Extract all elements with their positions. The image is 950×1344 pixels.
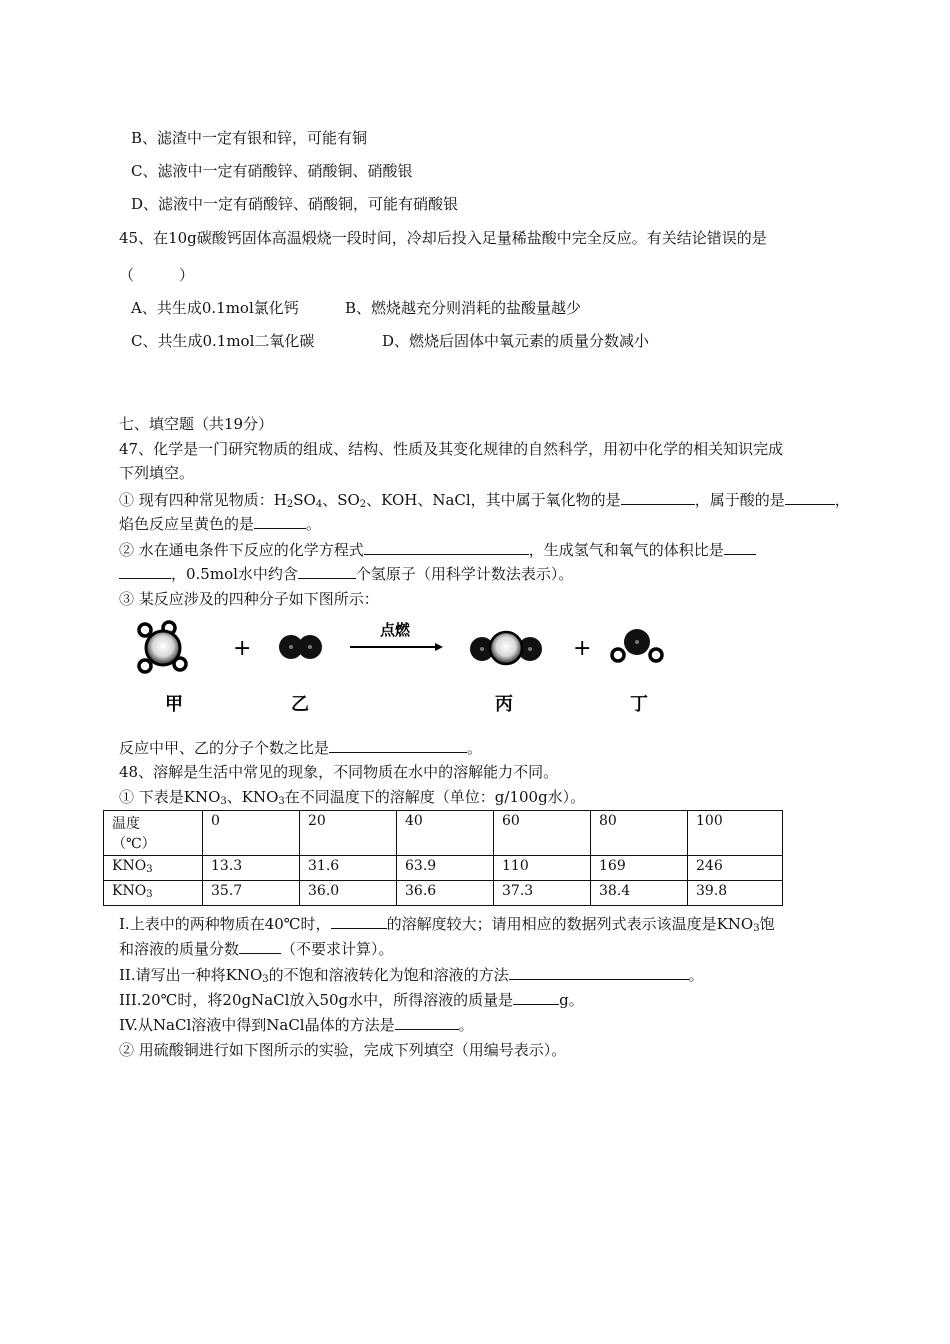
q48-i-line2	[119, 939, 394, 959]
reaction-condition: 点燃	[380, 621, 411, 639]
subscript: 3	[278, 796, 285, 807]
text: 、SO	[322, 491, 360, 509]
q48-i-line1	[119, 914, 775, 939]
table-cell: 100	[688, 811, 783, 856]
q45-option-b: B、燃烧越充分则消耗的盐酸量越少	[345, 299, 582, 317]
text: 。	[458, 1016, 474, 1034]
text: 的溶解度较大；请用相应的数据列式表示该温度是KNO	[386, 915, 754, 933]
answer-blank-atoms[interactable]	[298, 564, 356, 579]
q47-part3: ③ 某反应涉及的四种分子如下图所示：	[119, 590, 379, 608]
table-cell: 36.6	[397, 881, 494, 906]
table-cell: 13.3	[203, 856, 300, 881]
q45-option-a: A、共生成0.1mol氯化钙	[131, 299, 299, 317]
table-cell: 169	[591, 856, 688, 881]
text: KNO	[112, 858, 147, 874]
q45-answer-paren: （ ）	[119, 266, 195, 284]
solubility-table	[103, 810, 783, 906]
q44-option-d: D、滤液中一定有硝酸锌、硝酸铜，可能有硝酸银	[131, 195, 459, 213]
section-heading: 七、填空题（共19分）	[119, 415, 274, 433]
row-label	[104, 856, 203, 881]
table-header-cell	[104, 811, 203, 856]
text: IV.从NaCl溶液中得到NaCl晶体的方法是	[119, 1016, 395, 1034]
answer-blank-fraction[interactable]	[239, 939, 281, 954]
text: （不要求计算）。	[281, 940, 394, 958]
table-cell: 60	[494, 811, 591, 856]
text: 。	[688, 966, 704, 984]
text: 。	[306, 515, 322, 533]
table-cell: 37.3	[494, 881, 591, 906]
label-bing: 丙	[495, 694, 513, 715]
text: 反应中甲、乙的分子个数之比是	[119, 739, 330, 757]
text: II.请写出一种将KNO	[119, 966, 263, 984]
table-row	[104, 811, 783, 856]
plus-sign: +	[233, 636, 252, 661]
subscript: 3	[146, 864, 153, 875]
table-row	[104, 881, 783, 906]
answer-blank-acid[interactable]	[785, 490, 835, 505]
table-cell: 40	[397, 811, 494, 856]
text: 、KOH、NaCl，其中属于氧化物的是	[366, 491, 621, 509]
molecule-ding	[612, 629, 662, 661]
table-cell: 0	[203, 811, 300, 856]
plus-sign: +	[573, 636, 592, 661]
molecule-jia	[139, 622, 186, 672]
answer-blank-ratio-a[interactable]	[724, 540, 756, 555]
answer-blank-crystal[interactable]	[395, 1015, 459, 1030]
label-jia: 甲	[165, 694, 183, 715]
text: 和溶液的质量分数	[119, 940, 240, 958]
q48-part2: ② 用硫酸铜进行如下图所示的实验，完成下列填空（用编号表示）。	[119, 1041, 567, 1059]
q47-part1-line2	[119, 514, 321, 534]
table-cell: 39.8	[688, 881, 783, 906]
text: 。	[467, 739, 483, 757]
text: ① 下表是KNO	[119, 788, 221, 806]
answer-blank-ratio[interactable]	[329, 738, 467, 753]
subscript: 3	[146, 889, 153, 900]
answer-blank-equation[interactable]	[364, 540, 529, 555]
q47-stem-line2: 下列填空。	[119, 464, 195, 482]
q47-part2-line2	[119, 564, 573, 584]
subscript: 3	[753, 923, 760, 934]
text: 、KNO	[226, 788, 279, 806]
text: ，生成氢气和氧气的体积比是	[528, 541, 724, 559]
table-cell: 63.9	[397, 856, 494, 881]
subscript: 3	[262, 974, 269, 985]
text: 饱	[759, 915, 775, 933]
answer-blank-larger[interactable]	[331, 914, 387, 929]
answer-blank-oxide[interactable]	[621, 490, 695, 505]
q47-part2-line1	[119, 540, 756, 560]
row-label	[104, 881, 203, 906]
answer-blank-mass[interactable]	[513, 990, 559, 1005]
q45-option-c: C、共生成0.1mol二氧化碳	[131, 332, 315, 350]
reaction-diagram	[125, 618, 685, 728]
subscript: 2	[359, 499, 367, 510]
text: ，	[834, 491, 850, 509]
text: ① 现有四种常见物质：	[119, 491, 274, 509]
table-cell: 38.4	[591, 881, 688, 906]
q48-iv	[119, 1015, 474, 1035]
table-cell: 246	[688, 856, 783, 881]
subscript: 2	[286, 499, 294, 510]
molecule-yi	[279, 635, 322, 659]
subscript: 3	[220, 796, 227, 807]
q44-option-c: C、滤液中一定有硝酸锌、硝酸铜、硝酸银	[131, 162, 413, 180]
arrow-head	[435, 643, 443, 651]
table-cell: 80	[591, 811, 688, 856]
text: 个氢原子（用科学计数法表示）。	[355, 565, 574, 583]
text: ，0.5mol水中约含	[171, 565, 298, 583]
q48-stem: 48、溶解是生活中常见的现象，不同物质在水中的溶解能力不同。	[119, 763, 559, 781]
answer-blank-flame[interactable]	[254, 514, 306, 529]
text: 在不同温度下的溶解度（单位：g/100g水）。	[284, 788, 586, 806]
label-ding: 丁	[630, 694, 648, 715]
table-cell: 110	[494, 856, 591, 881]
text: KNO	[112, 883, 147, 899]
q48-iii	[119, 990, 584, 1010]
subscript: 4	[315, 499, 323, 510]
text: H	[273, 491, 287, 509]
answer-blank-ratio-b[interactable]	[119, 564, 171, 579]
q48-ii	[119, 965, 704, 990]
text: 的不饱和溶液转化为饱和溶液的方法	[268, 966, 509, 984]
header-label: 温度	[112, 816, 140, 832]
q45-option-d: D、燃烧后固体中氧元素的质量分数减小	[382, 332, 650, 350]
header-unit: （℃）	[112, 836, 156, 852]
q48-part1-intro	[119, 787, 585, 812]
q47-stem-line1: 47、化学是一门研究物质的组成、结构、性质及其变化规律的自然科学，用初中化学的相关知识完成	[119, 440, 784, 458]
label-yi: 乙	[291, 694, 309, 715]
text: I.上表中的两种物质在40℃时，	[119, 915, 331, 933]
text: III.20℃时，将20gNaCl放入50g水中，所得溶液的质量是	[119, 991, 514, 1009]
q47-part3-answer	[119, 738, 482, 758]
table-cell: 20	[300, 811, 397, 856]
molecule-bing	[470, 632, 542, 664]
table-cell: 36.0	[300, 881, 397, 906]
table-cell: 31.6	[300, 856, 397, 881]
answer-blank-method[interactable]	[509, 965, 689, 980]
table-row	[104, 856, 783, 881]
text: ，属于酸的是	[694, 491, 785, 509]
text: 焰色反应呈黄色的是	[119, 515, 255, 533]
q44-option-b: B、滤渣中一定有银和锌，可能有铜	[131, 129, 368, 147]
text: g。	[559, 991, 584, 1009]
table-cell: 35.7	[203, 881, 300, 906]
text: ② 水在通电条件下反应的化学方程式	[119, 541, 364, 559]
q45-stem: 45、在10g碳酸钙固体高温煅烧一段时间，冷却后投入足量稀盐酸中完全反应。有关结论错误的是	[119, 229, 767, 247]
text: SO	[293, 491, 316, 509]
q47-part1-line1	[119, 490, 850, 515]
